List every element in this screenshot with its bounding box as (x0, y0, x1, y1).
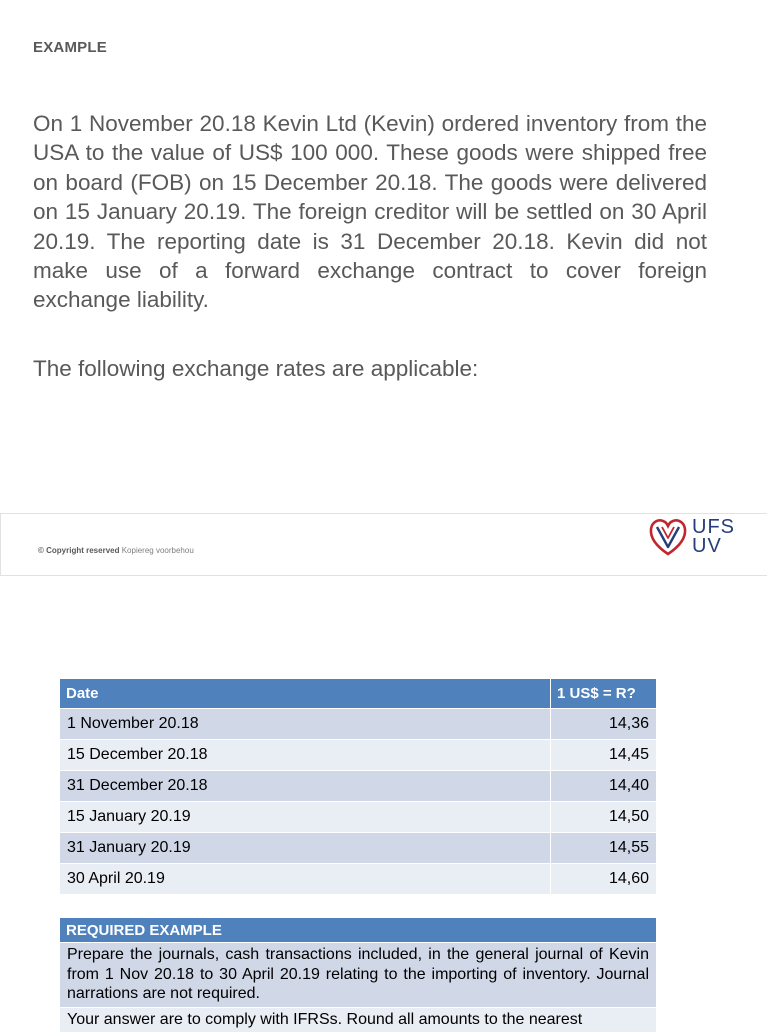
table-row (60, 740, 657, 771)
column-header-rate: 1 US$ = R? (551, 679, 657, 709)
table-header-row (60, 679, 657, 709)
required-instruction: Prepare the journals, cash transactions included, in the general journal of Kevin from 1 Nov 20.18 to 30 April 20.19 relating to the importing of inventory. Journal narrations are not required. (60, 943, 657, 1008)
rate-value-cell: 14,60 (551, 864, 657, 895)
required-row (60, 1007, 657, 1033)
copyright-text: © Copyright reserved (38, 546, 120, 555)
table-row (60, 709, 657, 740)
logo-text-uv: UV (692, 535, 722, 557)
copyright-afrikaans: Kopiereg voorbehou (121, 546, 194, 555)
rate-value-cell: 14,45 (551, 740, 657, 771)
required-instruction: Your answer are to comply with IFRSs. Round all amounts to the nearest (60, 1007, 657, 1033)
required-header-row (60, 918, 657, 943)
rate-date-cell: 31 December 20.18 (60, 771, 551, 802)
slide-eyebrow: EXAMPLE (33, 39, 107, 56)
required-row (60, 943, 657, 1008)
rate-date-cell: 30 April 20.19 (60, 864, 551, 895)
table-row (60, 864, 657, 895)
rate-value-cell: 14,40 (551, 771, 657, 802)
copyright-notice (38, 546, 194, 555)
table-row (60, 771, 657, 802)
ufs-logo (648, 515, 738, 559)
table-row (60, 802, 657, 833)
logo-text-ufs: UFS (692, 516, 735, 538)
ufs-heart-icon (648, 516, 688, 558)
required-heading: REQUIRED EXAMPLE (60, 918, 657, 943)
rate-date-cell: 31 January 20.19 (60, 833, 551, 864)
rate-date-cell: 15 December 20.18 (60, 740, 551, 771)
exchange-rates-intro: The following exchange rates are applicable: (33, 356, 479, 381)
rate-date-cell: 15 January 20.19 (60, 802, 551, 833)
required-table (59, 917, 657, 1033)
table-row (60, 833, 657, 864)
rate-value-cell: 14,50 (551, 802, 657, 833)
rate-value-cell: 14,55 (551, 833, 657, 864)
exchange-rates-table (59, 678, 657, 895)
column-header-date: Date (60, 679, 551, 709)
example-paragraph: On 1 November 20.18 Kevin Ltd (Kevin) ordered inventory from the USA to the value of US$ 100 000. These goods were shipped free on board (FOB) on 15 December 20.18. The goods were delivered on 15 January 20.19. The foreign creditor will be settled on 30 April 20.19. The reporting date is 31 December 20.18. Kevin did not make use of a forward exchange contract to cover foreign exchange liability. (33, 111, 707, 313)
rate-value-cell: 14,36 (551, 709, 657, 740)
rate-date-cell: 1 November 20.18 (60, 709, 551, 740)
